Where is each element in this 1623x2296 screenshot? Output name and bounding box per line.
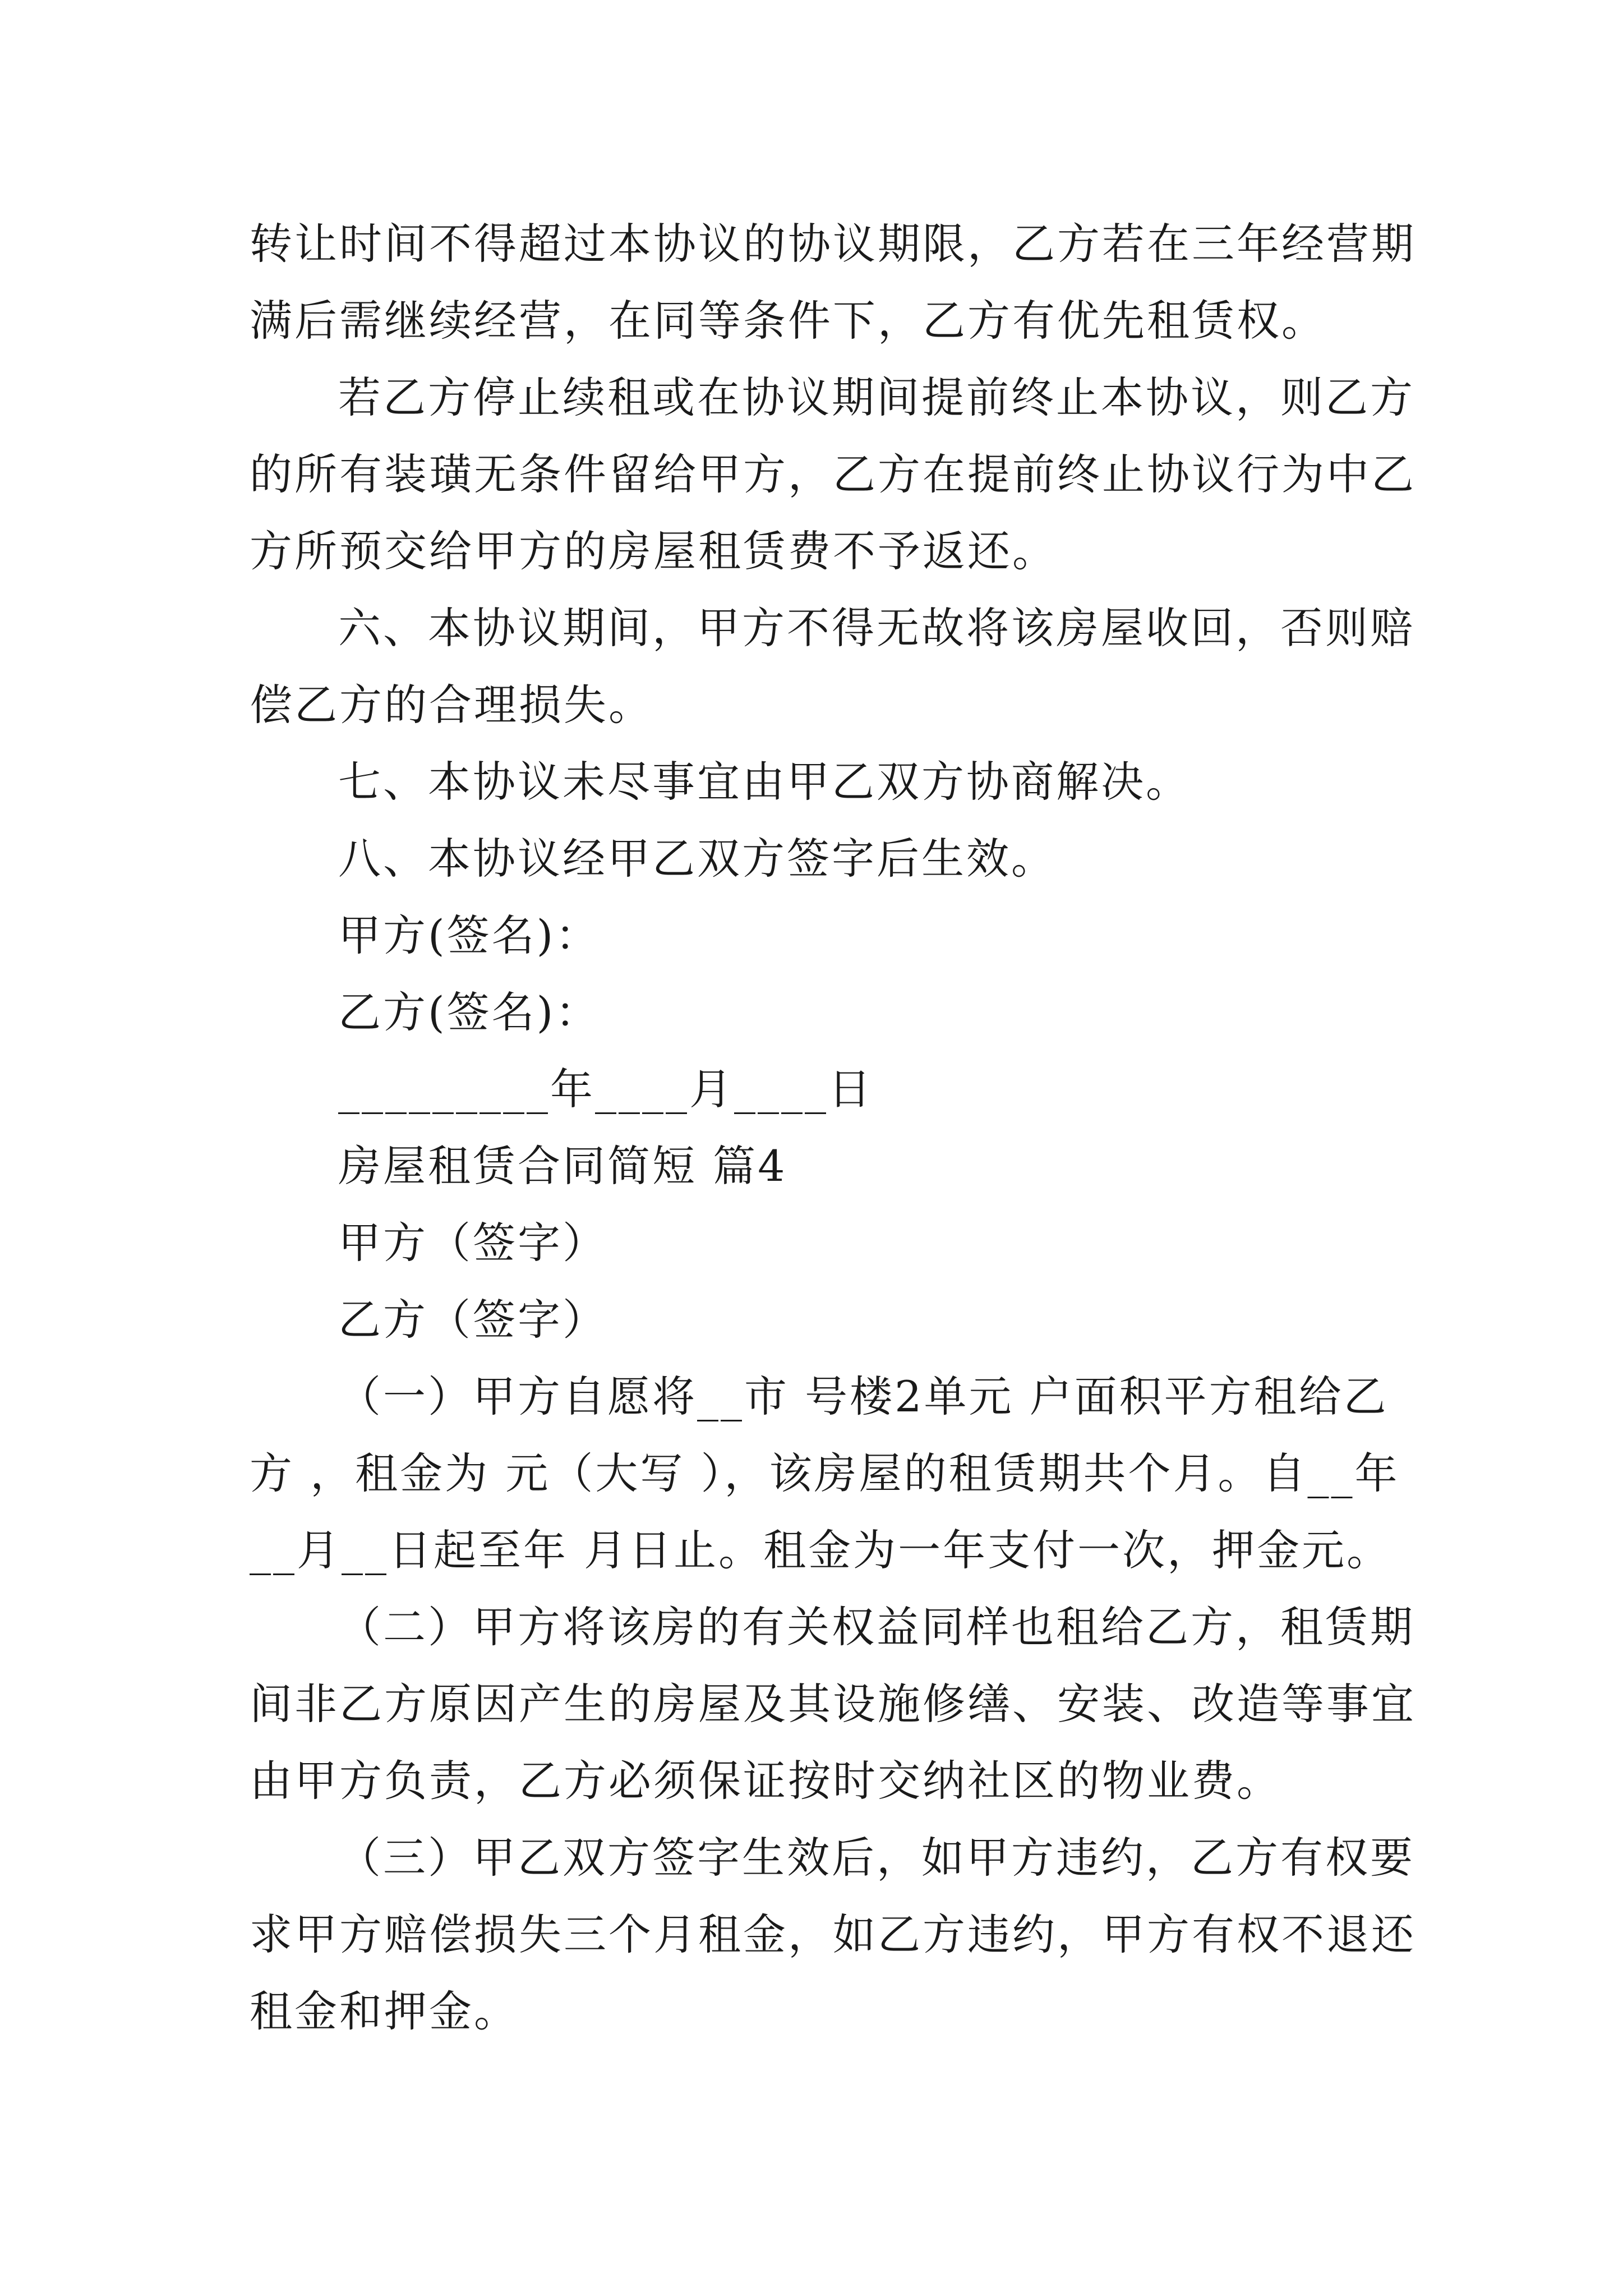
text-line: 转让时间不得超过本协议的协议期限，乙方若在三年经营期 (250, 219, 1416, 269)
clause-three: （三）甲乙双方签字生效后，如甲方违约，乙方有权要 (338, 1833, 1415, 1883)
text-line: 偿乙方的合理损失。 (250, 680, 653, 730)
text-line: __月__日起至年 月日止。租金为一年支付一次，押金元。 (250, 1525, 1392, 1575)
party-b-sign-label: 乙方（签字） (338, 1295, 607, 1345)
text-line: 租金和押金。 (250, 1986, 519, 2036)
clause-eight: 八、本协议经甲乙双方签字后生效。 (338, 834, 1056, 884)
party-a-signature: 甲方(签名)： (338, 910, 601, 960)
party-a-sign-label: 甲方（签字） (338, 1218, 607, 1268)
paragraph-start: 若乙方停止续租或在协议期间提前终止本协议，则乙方 (338, 372, 1415, 422)
text-line: 方 ，租金为 元（大写 ），该房屋的租赁期共个月。自__年 (250, 1448, 1400, 1498)
clause-six: 六、本协议期间，甲方不得无故将该房屋收回，否则赔 (338, 603, 1415, 653)
text-line: 方所预交给甲方的房屋租赁费不予返还。 (250, 526, 1057, 576)
date-line: _________年____月____日 (338, 1064, 873, 1114)
clause-seven: 七、本协议未尽事宜由甲乙双方协商解决。 (338, 757, 1191, 807)
party-b-signature: 乙方(签名)： (338, 987, 601, 1037)
clause-two: （二）甲方将该房的有关权益同样也租给乙方，租赁期 (338, 1602, 1415, 1652)
clause-one: （一）甲方自愿将__市 号楼2单元 户面积平方租给乙 (338, 1372, 1389, 1421)
text-line: 满后需继续经营，在同等条件下，乙方有优先租赁权。 (250, 296, 1326, 346)
text-line: 由甲方负责，乙方必须保证按时交纳社区的物业费。 (250, 1756, 1281, 1806)
text-line: 的所有装璜无条件留给甲方，乙方在提前终止协议行为中乙 (250, 449, 1416, 499)
text-line: 间非乙方原因产生的房屋及其设施修缮、安装、改造等事宜 (250, 1679, 1416, 1729)
text-line: 求甲方赔偿损失三个月租金，如乙方违约，甲方有权不退还 (250, 1910, 1416, 1959)
section-title: 房屋租赁合同简短 篇4 (338, 1141, 787, 1191)
document-body (250, 205, 1416, 2050)
